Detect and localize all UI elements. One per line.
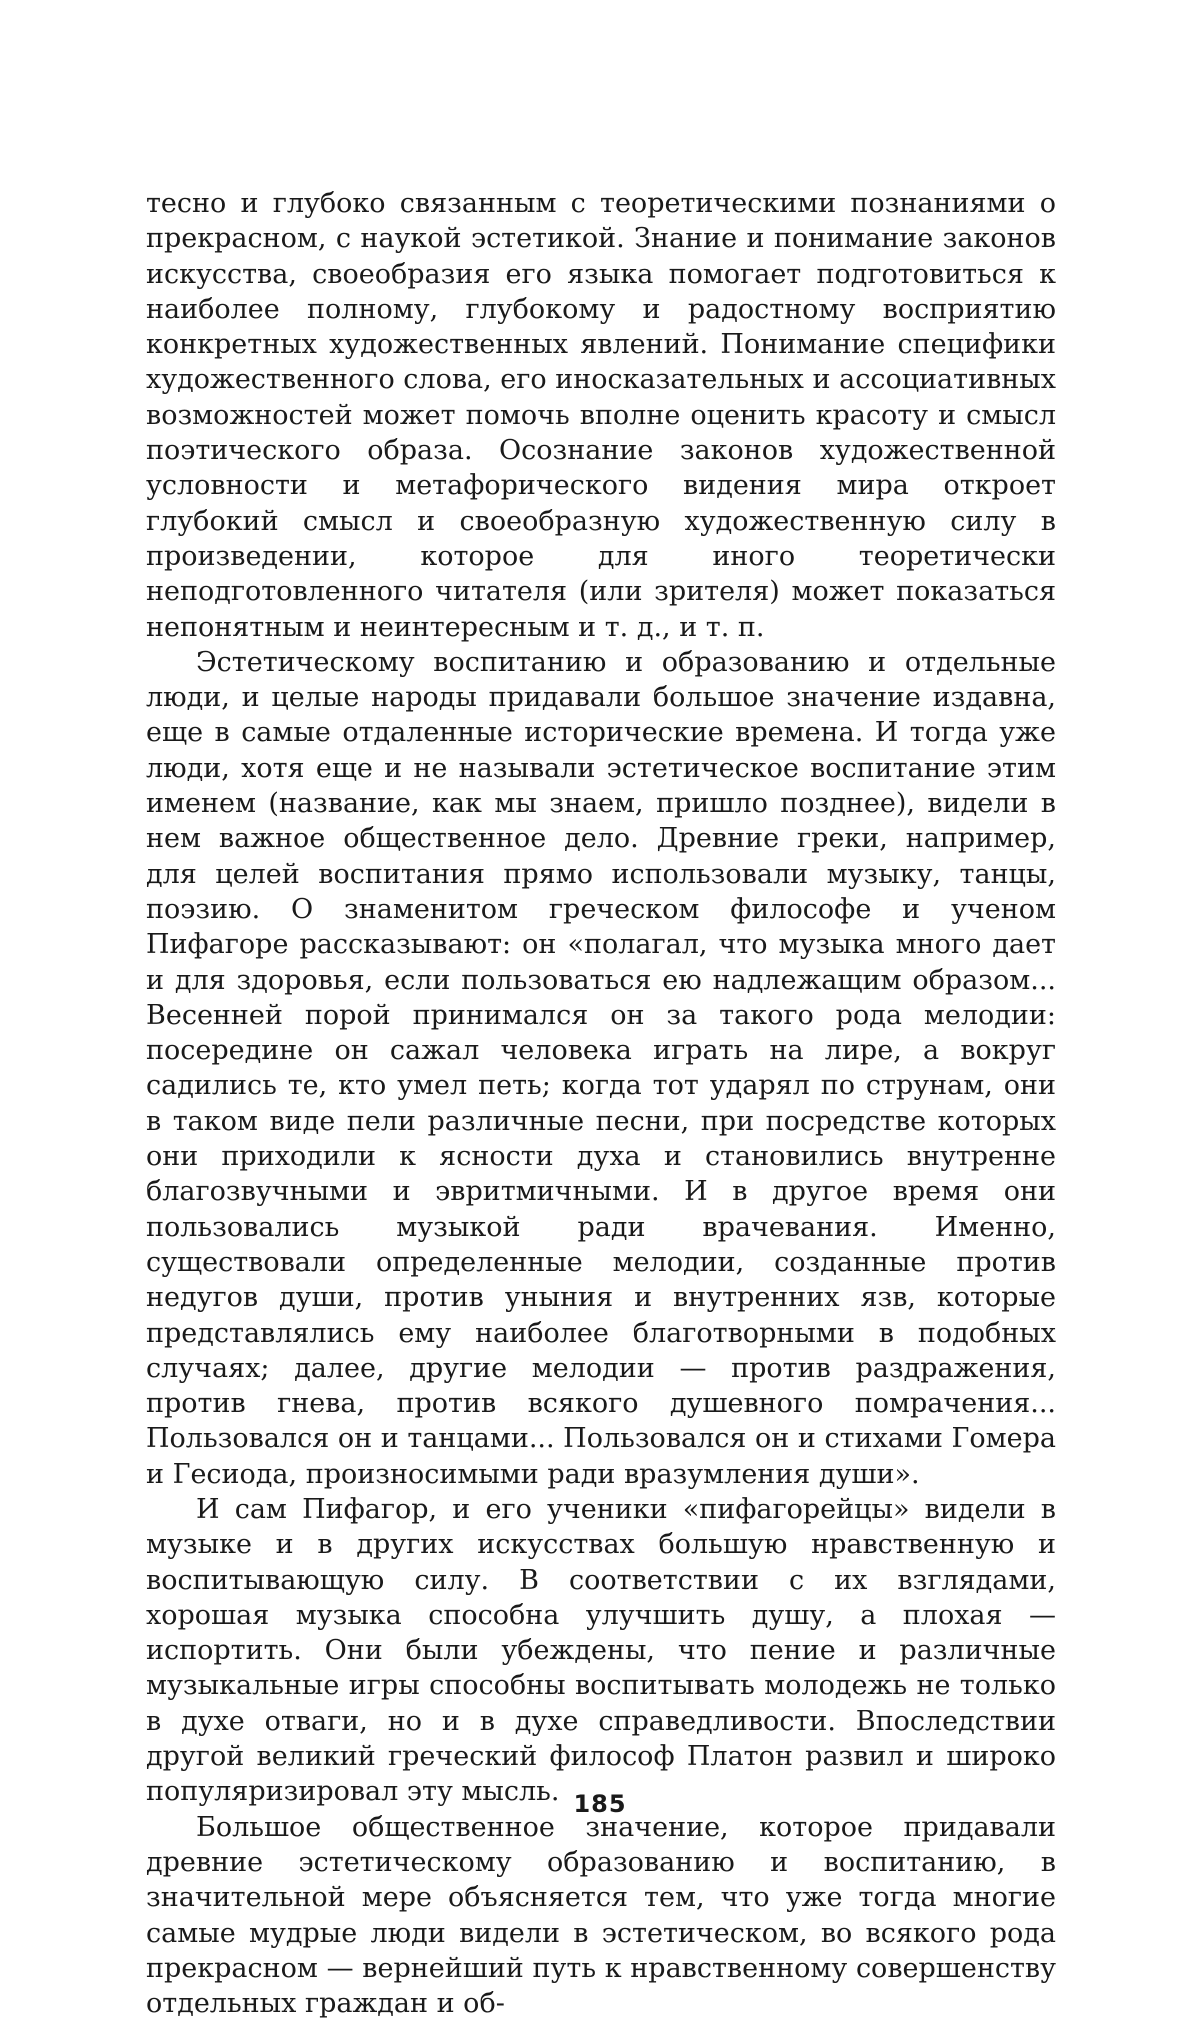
paragraph-continuation: тесно и глубоко связанным с теоретическими познаниями о прекрасном, с наукой эстетикой. Знание и понимание законов искусства, своеобразия его языка помогает подготовиться к наиболее полному, глубокому и радостному восприятию конкретных художественных явлений. Понимание специфики художественного слова, его иносказательных и ассоциативных возможностей может помочь вполне оценить красоту и смысл поэтического образа. Осознание законов художественной условности и метафорического видения мира откроет глубокий смысл и своеобразную художественную силу в произведении, которое для иного теоретически неподготовленного читателя (или зрителя) может показаться непонятным и неинтересным и т. д., и т. п. <box>146 188 1056 643</box>
paragraph-social-significance: Большое общественное значение, которое придавали древние эстетическому образованию и воспитанию, в значительной мере объясняется тем, что уже тогда многие самые мудрые люди видели в эстетическом, во всякого рода прекрасном — вернейший путь к нравственному совершенству отдельных граждан и об- <box>146 1811 1056 2020</box>
body-text <box>146 186 1056 2021</box>
paragraph-aesthetic-education: Эстетическому воспитанию и образованию и отдельные люди, и целые народы придавали большое значение издавна, еще в самые отдаленные исторические времена. И тогда уже люди, хотя еще и не называли эстетическое воспитание этим именем (название, как мы знаем, пришло позднее), видели в нем важное общественное дело. Древние греки, например, для целей воспитания прямо использовали музыку, танцы, поэзию. О знаменитом греческом философе и ученом Пифагоре рассказывают: он «полагал, что музыка много дает и для здоровья, если пользоваться ею надлежащим образом... Весенней порой принимался он за такого рода мелодии: посередине он сажал человека играть на лире, а вокруг садились те, кто умел петь; когда тот ударял по струнам, они в таком виде пели различные песни, при посредстве которых они приходили к ясности духа и становились внутренне благозвучными и эвритмичными. И в другое время они пользовались музыкой ради врачевания. Именно, существовали определенные мелодии, созданные против недугов души, против уныния и внутренних язв, которые представлялись ему наиболее благотворными в подобных случаях; далее, другие мелодии — против раздражения, против гнева, против всякого душевного помрачения... Пользовался он и танцами... Пользовался он и стихами Гомера и Гесиода, произносимыми ради вразумления души». <box>146 646 1056 1490</box>
paragraph-pythagoreans: И сам Пифагор, и его ученики «пифагорейцы» видели в музыке и в других искусствах большую нравственную и воспитывающую силу. В соответствии с их взглядами, хорошая музыка способна улучшить душу, а плохая — испортить. Они были убеждены, что пение и различные музыкальные игры способны воспитывать молодежь не только в духе отваги, но и в духе справедливости. Впоследствии другой великий греческий философ Платон развил и широко популяризировал эту мысль. <box>146 1493 1056 1808</box>
page-number: 185 <box>573 1790 627 1818</box>
